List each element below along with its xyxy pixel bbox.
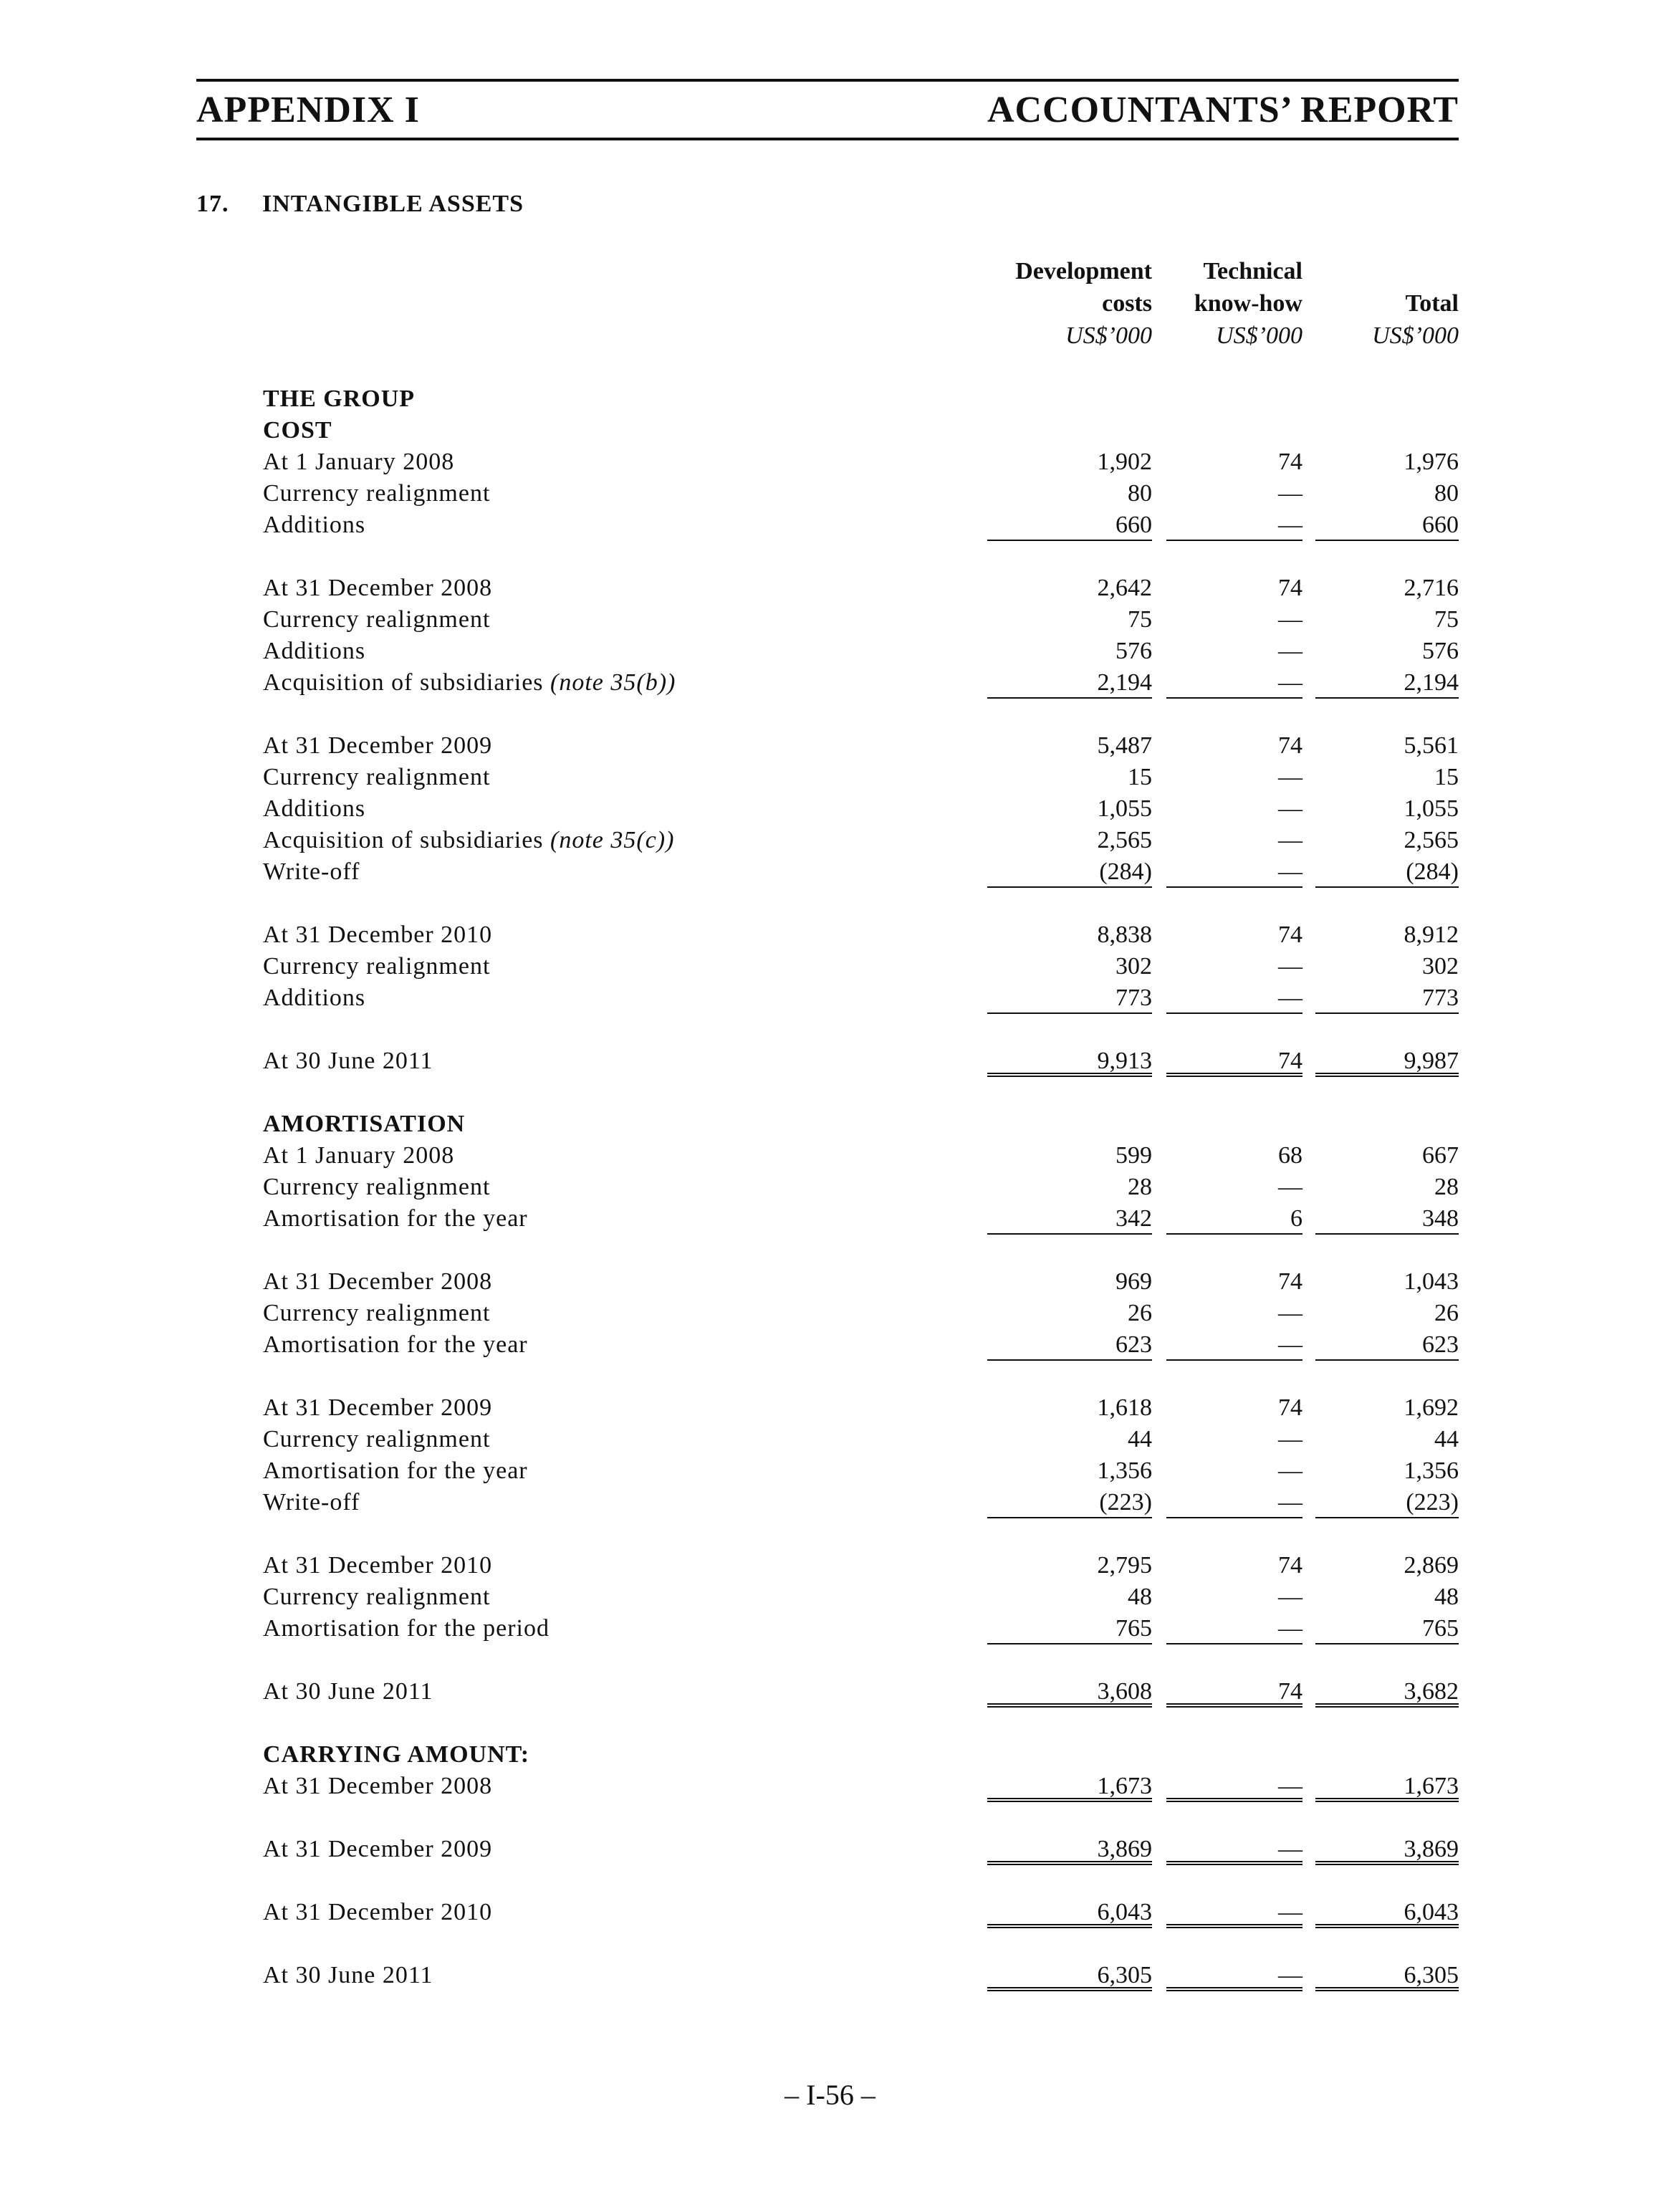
- row-label-text: Currency realignment: [263, 1584, 491, 1610]
- table-row: [0, 1139, 1660, 1172]
- technical-know-how-value: —: [1166, 1896, 1302, 1928]
- development-costs-value: 80: [1128, 480, 1152, 507]
- page-header: [196, 89, 1459, 131]
- total-value: 44: [1434, 1426, 1459, 1452]
- row-label-text: Currency realignment: [263, 606, 491, 633]
- row-label: [263, 446, 454, 478]
- development-costs-value: 342: [987, 1202, 1152, 1235]
- row-label-text: AMORTISATION: [263, 1111, 466, 1137]
- development-costs-value: (223): [987, 1486, 1152, 1518]
- row-label: [263, 572, 492, 604]
- row-label-text: Additions: [263, 985, 366, 1011]
- table-row: [0, 1328, 1660, 1361]
- table-row: [0, 1549, 1660, 1581]
- row-label: [263, 982, 365, 1014]
- technical-know-how-value: —: [1278, 827, 1302, 853]
- total-value: 1,976: [1404, 449, 1459, 475]
- row-label: [263, 1738, 529, 1771]
- row-label-text: Currency realignment: [263, 953, 491, 980]
- total-value: 2,869: [1404, 1552, 1459, 1579]
- row-label: [263, 793, 365, 825]
- technical-know-how-value: —: [1166, 1959, 1302, 1991]
- total-value: 28: [1434, 1174, 1459, 1200]
- table-row: [0, 1171, 1660, 1203]
- development-costs-value: 9,913: [987, 1045, 1152, 1077]
- row-label: [263, 1896, 492, 1928]
- technical-know-how-value: 74: [1278, 732, 1302, 759]
- row-label: [263, 414, 332, 446]
- row-note: (note 35(b)): [550, 669, 676, 696]
- row-label-text: At 1 January 2008: [263, 449, 455, 475]
- technical-know-how-value: 74: [1166, 1675, 1302, 1708]
- table-row: [0, 477, 1660, 509]
- technical-know-how-value: —: [1278, 1426, 1302, 1452]
- total-value: 576: [1422, 638, 1459, 664]
- row-label: [263, 666, 676, 699]
- technical-know-how-value: 68: [1278, 1142, 1302, 1169]
- row-label-text: THE GROUP: [263, 386, 416, 412]
- row-label-text: Additions: [263, 638, 366, 664]
- table-row: [0, 1675, 1660, 1708]
- row-label-text: At 31 December 2010: [263, 1899, 493, 1925]
- row-label-text: At 30 June 2011: [263, 1048, 433, 1074]
- development-costs-value: 44: [1128, 1426, 1152, 1452]
- technical-know-how-value: —: [1166, 1328, 1302, 1361]
- development-costs-value: 623: [987, 1328, 1152, 1361]
- technical-know-how-value: 74: [1278, 575, 1302, 601]
- development-costs-value: (284): [987, 856, 1152, 888]
- total-value: 6,043: [1315, 1896, 1459, 1928]
- table-row: [0, 1455, 1660, 1487]
- row-label: [263, 1392, 492, 1424]
- column-header-unit: US$’000: [1372, 322, 1459, 349]
- table-row: [0, 1770, 1660, 1802]
- row-label-text: Currency realignment: [263, 1174, 491, 1200]
- row-label-text: At 31 December 2010: [263, 1552, 493, 1579]
- total-value: 8,912: [1404, 921, 1459, 948]
- development-costs-value: 1,902: [1097, 449, 1152, 475]
- row-label-text: Write-off: [263, 1489, 360, 1516]
- total-value: 1,356: [1404, 1457, 1459, 1484]
- table-section-heading: [0, 414, 1660, 446]
- section-number: 17.: [196, 191, 229, 217]
- table-row: [0, 1581, 1660, 1613]
- row-label: [263, 603, 490, 636]
- table-row: [0, 1612, 1660, 1644]
- technical-know-how-value: —: [1278, 1174, 1302, 1200]
- row-label: [263, 635, 365, 667]
- row-label-text: At 31 December 2009: [263, 732, 493, 759]
- row-label-text: Currency realignment: [263, 764, 491, 790]
- table-row: [0, 572, 1660, 604]
- table-row: [0, 635, 1660, 667]
- development-costs-value: 302: [1116, 953, 1152, 980]
- table-row: [0, 1833, 1660, 1865]
- development-costs-value: 969: [1116, 1268, 1152, 1295]
- row-label: [263, 1139, 454, 1172]
- row-label: [263, 919, 492, 951]
- row-label-text: Amortisation for the year: [263, 1457, 528, 1484]
- section-title: [196, 191, 524, 218]
- table-row: [0, 824, 1660, 856]
- row-label: [263, 383, 415, 415]
- column-header-total: [1315, 255, 1459, 352]
- total-value: 5,561: [1404, 732, 1459, 759]
- table-row: [0, 1896, 1660, 1928]
- development-costs-value: 6,305: [987, 1959, 1152, 1991]
- development-costs-value: 8,838: [1097, 921, 1152, 948]
- row-label-text: At 30 June 2011: [263, 1962, 433, 1988]
- technical-know-how-value: 74: [1278, 1268, 1302, 1295]
- row-label: [263, 1675, 433, 1708]
- column-header-line1: Development: [1015, 258, 1152, 284]
- row-label: [263, 477, 490, 509]
- section-heading: INTANGIBLE ASSETS: [262, 191, 524, 217]
- row-label: [263, 1959, 433, 1991]
- development-costs-value: 1,618: [1097, 1394, 1152, 1421]
- technical-know-how-value: —: [1278, 764, 1302, 790]
- development-costs-value: 2,642: [1097, 575, 1152, 601]
- table-row: [0, 1959, 1660, 1991]
- technical-know-how-value: —: [1166, 509, 1302, 541]
- row-label-text: Acquisition of subsidiaries: [263, 827, 544, 853]
- header-bottom-rule: [196, 138, 1459, 140]
- row-label-text: Currency realignment: [263, 1426, 491, 1452]
- row-label: [263, 1486, 360, 1518]
- row-label-text: At 31 December 2009: [263, 1394, 493, 1421]
- development-costs-value: 599: [1116, 1142, 1152, 1169]
- row-label: [263, 1108, 465, 1140]
- total-value: 623: [1315, 1328, 1459, 1361]
- total-value: 6,305: [1315, 1959, 1459, 1991]
- development-costs-value: 765: [987, 1612, 1152, 1644]
- row-label: [263, 1581, 490, 1613]
- column-header-unit: US$’000: [1065, 322, 1152, 349]
- column-header-line2: know-how: [1194, 290, 1302, 317]
- table-row: [0, 1202, 1660, 1235]
- technical-know-how-value: —: [1166, 1833, 1302, 1865]
- row-label-text: Currency realignment: [263, 480, 491, 507]
- development-costs-value: 576: [1116, 638, 1152, 664]
- technical-know-how-value: 74: [1278, 449, 1302, 475]
- technical-know-how-value: —: [1166, 1770, 1302, 1802]
- row-label-text: At 31 December 2008: [263, 1773, 493, 1799]
- technical-know-how-value: 6: [1166, 1202, 1302, 1235]
- table-row: [0, 603, 1660, 636]
- table-row: [0, 950, 1660, 982]
- total-value: 2,716: [1404, 575, 1459, 601]
- technical-know-how-value: —: [1278, 1300, 1302, 1326]
- technical-know-how-value: 74: [1166, 1045, 1302, 1077]
- technical-know-how-value: —: [1278, 1457, 1302, 1484]
- column-header-line1: [1315, 255, 1459, 287]
- page-number: – I-56 –: [785, 2079, 875, 2111]
- technical-know-how-value: —: [1166, 856, 1302, 888]
- column-header-development-costs: [987, 255, 1152, 352]
- development-costs-value: 6,043: [987, 1896, 1152, 1928]
- total-value: 3,869: [1315, 1833, 1459, 1865]
- row-label-text: At 31 December 2009: [263, 1836, 493, 1862]
- total-value: 1,055: [1404, 795, 1459, 822]
- row-note: (note 35(c)): [550, 827, 675, 853]
- table-row: [0, 761, 1660, 793]
- row-label-text: Additions: [263, 795, 366, 822]
- row-label: [263, 1423, 490, 1455]
- table-section-heading: [0, 1738, 1660, 1771]
- row-label: [263, 509, 365, 541]
- technical-know-how-value: —: [1278, 1584, 1302, 1610]
- total-value: 48: [1434, 1584, 1459, 1610]
- development-costs-value: 773: [987, 982, 1152, 1014]
- development-costs-value: 660: [987, 509, 1152, 541]
- total-value: 1,673: [1315, 1770, 1459, 1802]
- total-value: 1,692: [1404, 1394, 1459, 1421]
- total-value: 80: [1434, 480, 1459, 507]
- row-label: [263, 1833, 492, 1865]
- row-label: [263, 824, 674, 856]
- row-label-text: Additions: [263, 512, 366, 538]
- total-value: 26: [1434, 1300, 1459, 1326]
- row-label: [263, 1171, 490, 1203]
- technical-know-how-value: —: [1278, 638, 1302, 664]
- row-label-text: CARRYING AMOUNT:: [263, 1741, 530, 1768]
- technical-know-how-value: —: [1166, 1486, 1302, 1518]
- development-costs-value: 1,055: [1097, 795, 1152, 822]
- technical-know-how-value: 74: [1278, 921, 1302, 948]
- total-value: 1,043: [1404, 1268, 1459, 1295]
- row-label-text: At 31 December 2008: [263, 1268, 493, 1295]
- technical-know-how-value: —: [1278, 795, 1302, 822]
- header-top-rule: [196, 79, 1459, 82]
- development-costs-value: 3,869: [987, 1833, 1152, 1865]
- column-header-unit: US$’000: [1216, 322, 1302, 349]
- total-value: 2,194: [1315, 666, 1459, 699]
- technical-know-how-value: —: [1278, 606, 1302, 633]
- table-row: [0, 1265, 1660, 1298]
- development-costs-value: 3,608: [987, 1675, 1152, 1708]
- row-label: [263, 1549, 492, 1581]
- row-label: [263, 729, 492, 762]
- total-value: 9,987: [1315, 1045, 1459, 1077]
- total-value: 2,565: [1404, 827, 1459, 853]
- table-row: [0, 919, 1660, 951]
- table-row: [0, 1392, 1660, 1424]
- table-row: [0, 1297, 1660, 1329]
- total-value: 3,682: [1315, 1675, 1459, 1708]
- row-label: [263, 1328, 528, 1361]
- row-label: [263, 1455, 528, 1487]
- table-section-heading: [0, 1108, 1660, 1140]
- column-header-technical-know-how: [1166, 255, 1302, 352]
- total-value: (223): [1315, 1486, 1459, 1518]
- table-row: [0, 1423, 1660, 1455]
- row-label-text: Currency realignment: [263, 1300, 491, 1326]
- report-title: ACCOUNTANTS’ REPORT: [987, 90, 1459, 130]
- row-label-text: At 31 December 2008: [263, 575, 493, 601]
- table-row: [0, 446, 1660, 478]
- row-label-text: Amortisation for the period: [263, 1615, 550, 1642]
- technical-know-how-value: 74: [1278, 1394, 1302, 1421]
- appendix-label: APPENDIX I: [196, 90, 420, 130]
- row-label: [263, 856, 360, 888]
- total-value: (284): [1315, 856, 1459, 888]
- development-costs-value: 28: [1128, 1174, 1152, 1200]
- row-label-text: Amortisation for the year: [263, 1205, 528, 1232]
- development-costs-value: 1,673: [987, 1770, 1152, 1802]
- development-costs-value: 48: [1128, 1584, 1152, 1610]
- row-label: [263, 1202, 528, 1235]
- development-costs-value: 75: [1128, 606, 1152, 633]
- development-costs-value: 2,565: [1097, 827, 1152, 853]
- technical-know-how-value: —: [1166, 1612, 1302, 1644]
- table-row: [0, 1045, 1660, 1077]
- row-label-text: At 1 January 2008: [263, 1142, 455, 1169]
- development-costs-value: 2,194: [987, 666, 1152, 699]
- total-value: 773: [1315, 982, 1459, 1014]
- table-row: [0, 793, 1660, 825]
- row-label-text: Write-off: [263, 858, 360, 885]
- row-label-text: At 30 June 2011: [263, 1678, 433, 1705]
- total-value: 348: [1315, 1202, 1459, 1235]
- row-label-text: Acquisition of subsidiaries: [263, 669, 544, 696]
- total-value: 660: [1315, 509, 1459, 541]
- table-row: [0, 1486, 1660, 1518]
- table-section-heading: [0, 383, 1660, 415]
- row-label-text: COST: [263, 417, 332, 444]
- row-label-text: At 31 December 2010: [263, 921, 493, 948]
- total-value: 15: [1434, 764, 1459, 790]
- row-label: [263, 1770, 492, 1802]
- table-row: [0, 509, 1660, 541]
- technical-know-how-value: 74: [1278, 1552, 1302, 1579]
- row-label: [263, 1297, 490, 1329]
- row-label: [263, 761, 490, 793]
- development-costs-value: 2,795: [1097, 1552, 1152, 1579]
- column-header-line1: Technical: [1203, 258, 1302, 284]
- table-row: [0, 856, 1660, 888]
- total-value: 302: [1422, 953, 1459, 980]
- development-costs-value: 15: [1128, 764, 1152, 790]
- technical-know-how-value: —: [1166, 982, 1302, 1014]
- total-value: 667: [1422, 1142, 1459, 1169]
- development-costs-value: 5,487: [1097, 732, 1152, 759]
- row-label: [263, 1265, 492, 1298]
- column-header-line2: Total: [1405, 290, 1459, 317]
- table-row: [0, 982, 1660, 1014]
- row-label: [263, 950, 490, 982]
- table-row: [0, 729, 1660, 762]
- row-label-text: Amortisation for the year: [263, 1331, 528, 1358]
- total-value: 765: [1315, 1612, 1459, 1644]
- development-costs-value: 1,356: [1097, 1457, 1152, 1484]
- row-label: [263, 1612, 550, 1644]
- column-header-line2: costs: [1102, 290, 1152, 317]
- technical-know-how-value: —: [1278, 480, 1302, 507]
- development-costs-value: 26: [1128, 1300, 1152, 1326]
- technical-know-how-value: —: [1278, 953, 1302, 980]
- table-row: [0, 666, 1660, 699]
- total-value: 75: [1434, 606, 1459, 633]
- row-label: [263, 1045, 433, 1077]
- technical-know-how-value: —: [1166, 666, 1302, 699]
